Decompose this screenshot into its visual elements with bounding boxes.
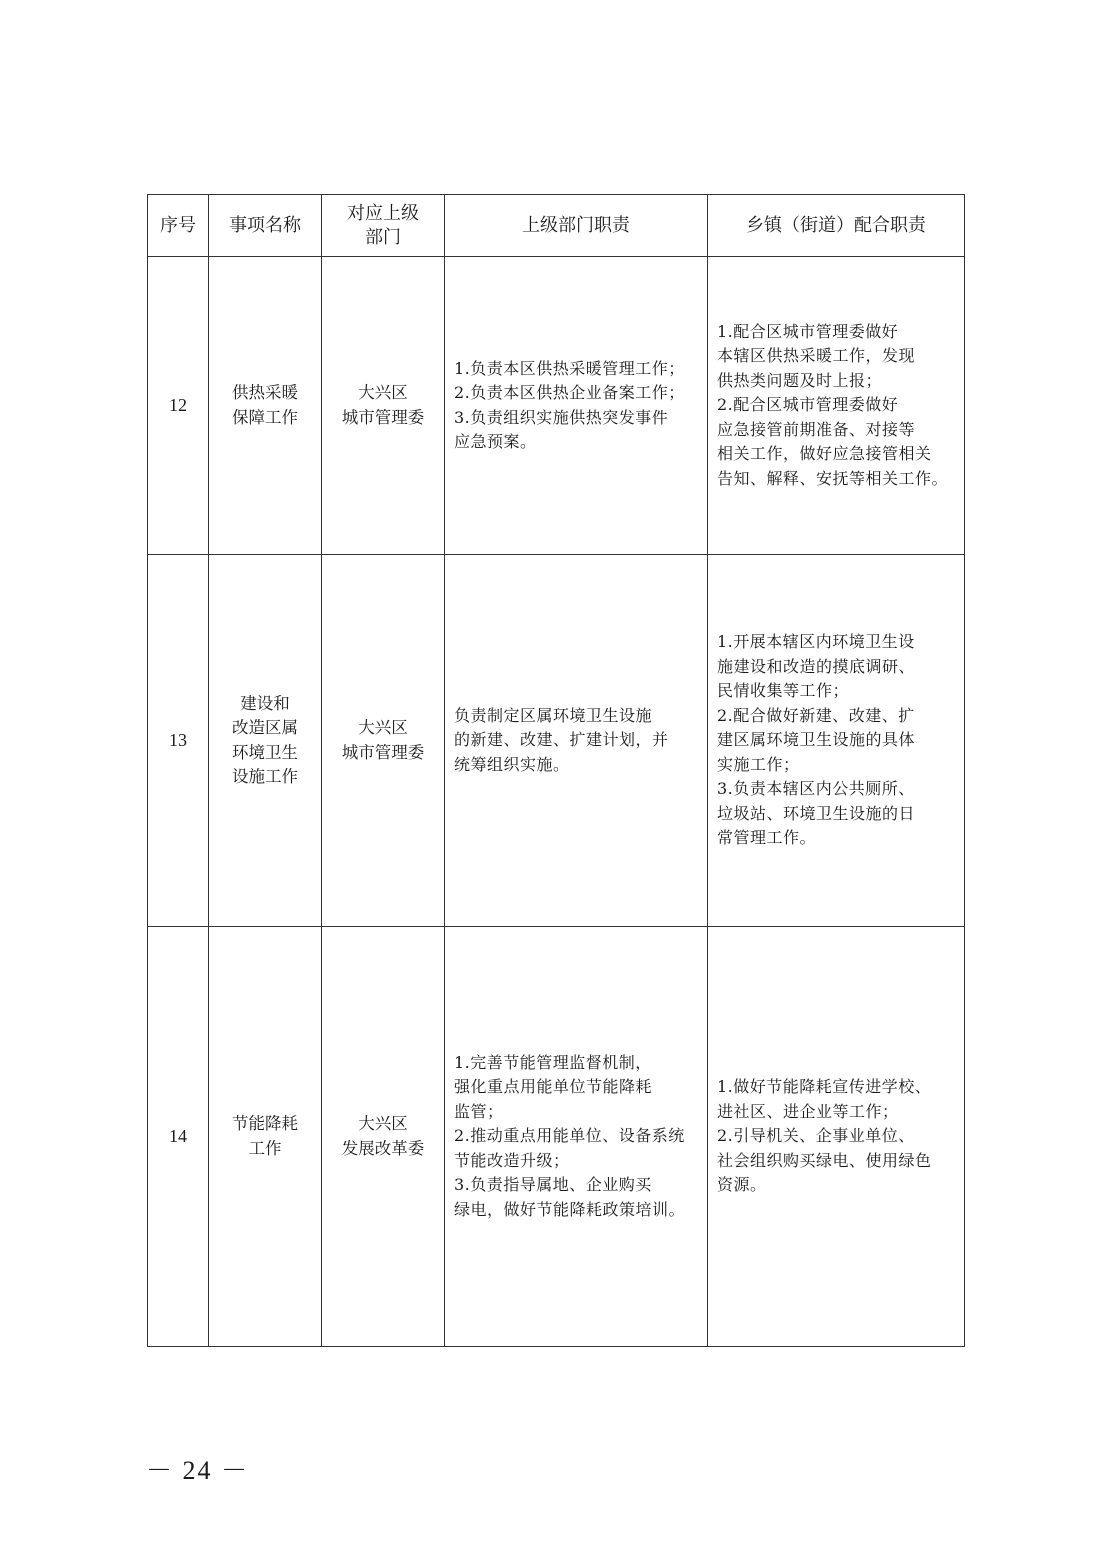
item-name-cell <box>209 257 322 555</box>
header-line: 对应上级 <box>347 202 419 224</box>
text-line: 2.引导机关、企事业单位、 <box>717 1126 915 1146</box>
dept-cell <box>322 555 445 927</box>
text-line: 告知、解释、安抚等相关工作。 <box>717 468 949 488</box>
upper-duties-cell <box>445 257 708 555</box>
text-line: 统筹组织实施。 <box>454 754 570 774</box>
text-line: 大兴区 <box>358 383 408 402</box>
text-line: 1.开展本辖区内环境卫生设 <box>717 632 915 652</box>
text-line: 进社区、进企业等工作； <box>717 1101 899 1121</box>
town-duties-cell <box>708 257 965 555</box>
row-no: 13 <box>148 555 209 927</box>
text-line: 应急预案。 <box>454 432 537 451</box>
header-item-name: 事项名称 <box>209 195 322 257</box>
page-number: － 24 － <box>146 1456 250 1485</box>
header-upper-dept <box>322 195 445 257</box>
text-line: 社会组织购买绿电、使用绿色 <box>717 1150 932 1170</box>
upper-duties-cell <box>445 555 708 927</box>
town-duties-cell <box>708 927 965 1347</box>
table-header-row <box>148 195 965 257</box>
table-row <box>148 927 965 1347</box>
table-row <box>148 555 965 927</box>
text-line: 绿电，做好节能降耗政策培训。 <box>454 1199 686 1219</box>
text-line: 施建设和改造的摸底调研、 <box>717 656 916 676</box>
text-line: 大兴区 <box>358 718 408 737</box>
item-name-cell <box>209 555 322 927</box>
text-line: 建区属环境卫生设施的具体 <box>717 730 916 750</box>
item-name-cell <box>209 927 322 1347</box>
text-line: 垃圾站、环境卫生设施的日 <box>717 803 916 823</box>
row-no: 12 <box>148 257 209 555</box>
dept-cell <box>322 257 445 555</box>
text-line: 环境卫生 <box>232 742 298 762</box>
text-line: 实施工作； <box>717 754 800 774</box>
text-line: 监管； <box>454 1101 504 1121</box>
text-line: 1.配合区城市管理委做好 <box>717 321 899 341</box>
header-no: 序号 <box>148 195 209 257</box>
text-line: 供热采暖 <box>232 383 298 402</box>
text-line: 3.负责组织实施供热突发事件 <box>454 407 669 427</box>
text-line: 应急接管前期准备、对接等 <box>717 419 916 439</box>
text-line: 民情收集等工作； <box>717 681 850 701</box>
text-line: 强化重点用能单位节能降耗 <box>454 1077 653 1097</box>
text-line: 大兴区 <box>358 1114 408 1133</box>
text-line: 工作 <box>248 1138 282 1158</box>
text-line: 设施工作 <box>232 767 298 786</box>
text-line: 2.推动重点用能单位、设备系统 <box>454 1126 685 1146</box>
text-line: 相关工作，做好应急接管相关 <box>717 444 932 464</box>
text-line: 供热类问题及时上报； <box>717 370 883 390</box>
dept-cell <box>322 927 445 1347</box>
text-line: 2.配合区城市管理委做好 <box>717 395 899 415</box>
text-line: 节能改造升级； <box>454 1150 570 1170</box>
text-line: 本辖区供热采暖工作，发现 <box>717 346 916 366</box>
text-line: 2.配合做好新建、改建、扩 <box>717 705 915 725</box>
text-line: 2.负责本区供热企业备案工作； <box>454 383 685 402</box>
text-line: 常管理工作。 <box>717 828 817 848</box>
header-line: 部门 <box>365 226 401 248</box>
text-line: 节能降耗 <box>232 1114 298 1133</box>
text-line: 1.做好节能降耗宣传进学校、 <box>717 1077 932 1097</box>
upper-duties-cell <box>445 927 708 1347</box>
text-line: 城市管理委 <box>341 407 425 427</box>
text-line: 保障工作 <box>232 407 298 427</box>
text-line: 资源。 <box>717 1175 767 1195</box>
text-line: 发展改革委 <box>341 1138 425 1158</box>
table-row <box>148 257 965 555</box>
text-line: 建设和 <box>240 693 290 713</box>
header-upper-duties: 上级部门职责 <box>445 195 708 257</box>
text-line: 3.负责本辖区内公共厕所、 <box>717 779 915 799</box>
text-line: 的新建、改建、扩建计划，并 <box>454 730 669 750</box>
text-line: 城市管理委 <box>341 742 425 762</box>
text-line: 3.负责指导属地、企业购买 <box>454 1175 652 1195</box>
text-line: 改造区属 <box>232 718 298 737</box>
text-line: 负责制定区属环境卫生设施 <box>454 705 653 725</box>
header-town-duties: 乡镇（街道）配合职责 <box>708 195 965 257</box>
town-duties-cell <box>708 555 965 927</box>
text-line: 1.完善节能管理监督机制， <box>454 1052 652 1072</box>
row-no: 14 <box>148 927 209 1347</box>
text-line: 1.负责本区供热采暖管理工作； <box>454 358 685 378</box>
responsibility-table <box>147 194 965 1347</box>
